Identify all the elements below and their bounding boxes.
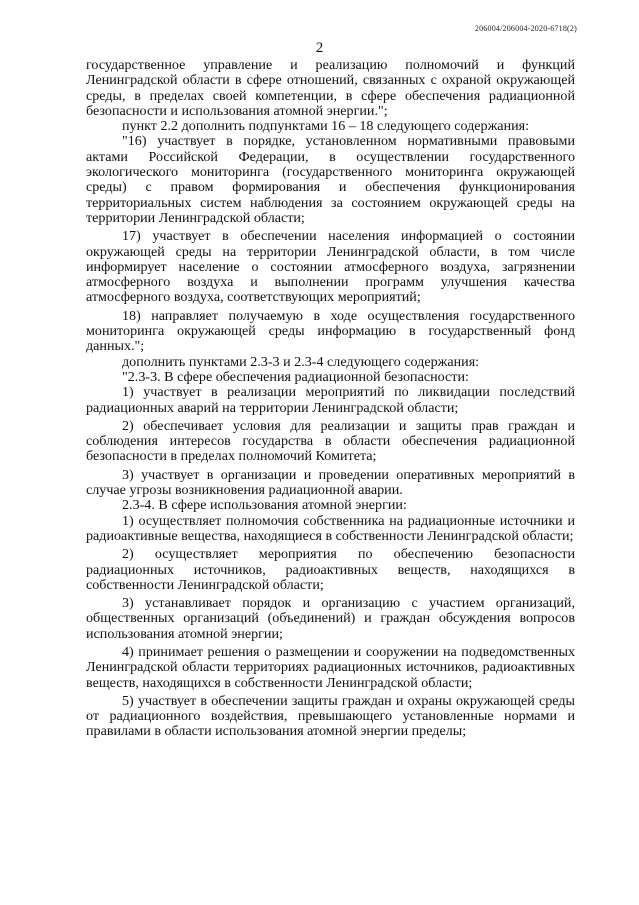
paragraph-continuation: государственное управление и реализацию полномочий и функций Ленинградской области в сфере отношений, связанных с охраной окружающей среды, в пределах своей компетенции, в сфере обеспечения радиационной безопасности и использования атомной энергии.";: [86, 57, 575, 119]
paragraph-2-3-4-item-2: 2) осуществляет мероприятия по обеспечению безопасности радиационных источников, радиоактивных веществ, находящихся в собственности Ленинградской области;: [86, 546, 575, 593]
paragraph-amend-2-2: пункт 2.2 дополнить подпунктами 16 – 18 следующего содержания:: [122, 118, 530, 135]
paragraph-2-3-3-item-2: 2) обеспечивает условия для реализации и защиты прав граждан и соблюдения интересов государства в области обеспечения радиационной безопасности в пределах полномочий Комитета;: [86, 417, 575, 465]
paragraph-item-18: 18) направляет получаемую в ходе осуществления государственного мониторинга окружающей среды информацию в государственный фонд данных.";: [86, 307, 575, 355]
paragraph-amend-2-3: дополнить пунктами 2.3-3 и 2.3-4 следующего содержания:: [122, 353, 480, 370]
paragraph-2-3-3-item-1: 1) участвует в реализации мероприятий по ликвидации последствий радиационных аварий на территории Ленинградской области;: [86, 384, 575, 416]
document-body: [86, 58, 575, 740]
paragraph-2-3-3-item-3: 3) участвует в организации и проведении оперативных мероприятий в случае угрозы возникновения радиационной аварии.: [86, 466, 575, 499]
paragraph-item-16: "16) участвует в порядке, установленном нормативными правовыми актами Российской Федерации, в осуществлении государственного экологического мониторинга (государственного мониторинга окружающей среды) с правом формирования и обеспечения функционирования территориальных систем наблюдения за состоянием окружающей среды на территории Ленинградской области;: [86, 133, 575, 226]
paragraph-item-17: 17) участвует в обеспечении населения информацией о состоянии окружающей среды на территории Ленинградской области, в том числе информирует население о состоянии атмосферного воздуха, загрязнении атмосферного воздуха и выполнении программ улучшения качества атмосферного воздуха, соответствующих мероприятий;: [86, 228, 575, 306]
document-id: 206004/206004-2020-6718(2): [474, 24, 577, 33]
paragraph-section-2-3-4: 2.3-4. В сфере использования атомной энергии:: [122, 497, 407, 514]
paragraph-section-2-3-3: "2.3-3. В сфере обеспечения радиационной безопасности:: [122, 368, 469, 385]
paragraph-2-3-4-item-4: 4) принимает решения о размещении и сооружении на подведомственных Ленинградской области территориях радиационных источников, радиоактивных веществ, находящихся в собственности Ленинградской области;: [86, 643, 575, 691]
paragraph-2-3-4-item-1: 1) осуществляет полномочия собственника на радиационные источники и радиоактивные вещества, находящиеся в собственности Ленинградской области;: [86, 512, 575, 544]
paragraph-2-3-4-item-3: 3) устанавливает порядок и организацию с участием организаций, общественных организаций (объединений) и граждан обсуждения вопросов использования атомной энергии;: [86, 595, 575, 642]
paragraph-2-3-4-item-5: 5) участвует в обеспечении защиты граждан и охраны окружающей среды от радиационного воздействия, превышающего установленные нормами и правилами в области использования атомной энергии пределы;: [86, 692, 575, 740]
page-number: 2: [315, 40, 324, 56]
